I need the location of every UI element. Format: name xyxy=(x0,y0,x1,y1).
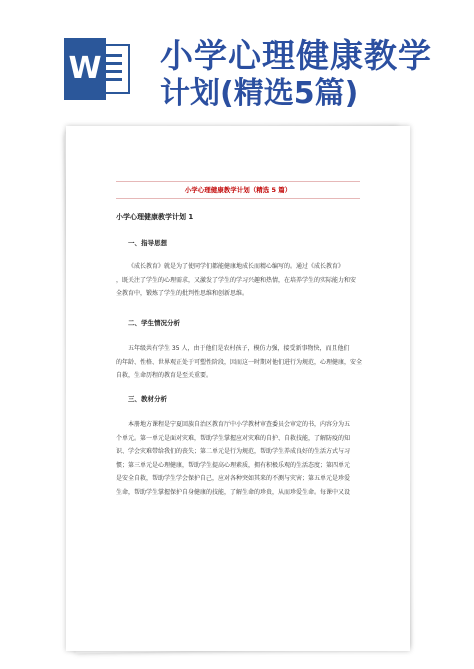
text-line: 识、学会灾难带给我们的丧失；第二单元是行为规范，帮助学生养成良好的生活方式与习 xyxy=(116,448,351,455)
section-paragraph xyxy=(116,418,366,499)
text-line: ，既关注了学生的心理需求，又激发了学生的学习兴趣和热情，在培养学生的实际能力和安 xyxy=(116,276,357,284)
header xyxy=(0,0,474,118)
section-heading: 三、教材分析 xyxy=(128,395,167,403)
text-line: 五年级共有学生 35 人，由于他们是农村孩子，模仿力强，接受新事物快，而且他们 xyxy=(128,345,350,352)
section-heading: 二、学生情况分析 xyxy=(128,319,180,327)
document-page xyxy=(66,126,410,651)
text-line: 生命，帮助学生掌握保护自身健康的技能，了解生命的珍贵，从而珍爱生命。每课中又设 xyxy=(116,488,351,496)
page-title-line-2: 计划(精选5篇) xyxy=(160,76,359,111)
section-paragraph xyxy=(116,260,366,301)
document-subtitle: 小学心理健康教学计划 1 xyxy=(116,213,194,221)
document-title: 小学心理健康教学计划（精选 5 篇） xyxy=(116,181,360,199)
section-paragraph xyxy=(116,342,366,383)
page-title-line-1: 小学心理健康教学 xyxy=(160,36,432,75)
text-line: 全教育中，锻炼了学生的批判性思维和创新思维。 xyxy=(116,290,249,297)
text-line: 本册地方课程是宁夏回族自治区教育厅中小学教材审查委员会审定的书，内容分为五 xyxy=(128,421,351,428)
text-line: 惯；第三单元是心理健康，帮助学生提高心理素质，拥有积极乐观的生活态度；第四单元 xyxy=(116,461,351,469)
text-line: 《成长教育》就是为了使同学们都能健康地成长而精心编写的。通过《成长教育》 xyxy=(128,263,345,270)
text-line: 自救，生命历程的教育是至关重要。 xyxy=(116,372,213,379)
word-icon xyxy=(64,38,136,100)
text-line: 的年龄、性格、世界观正处于可塑性阶段，因而这一时期对他们进行为规范，心理健康，安全 xyxy=(116,358,363,366)
text-line: 是安全自救，帮助学生学会保护自己，应对各种突如其来的不测与灾害；第五单元是珍爱 xyxy=(116,475,351,482)
word-badge: W xyxy=(64,38,106,100)
text-line: 个单元。第一单元是面对灾难，帮助学生掌握应对灾难的自护、自救技能，了解防疫的知 xyxy=(116,434,351,442)
section-heading: 一、指导思想 xyxy=(128,239,167,247)
